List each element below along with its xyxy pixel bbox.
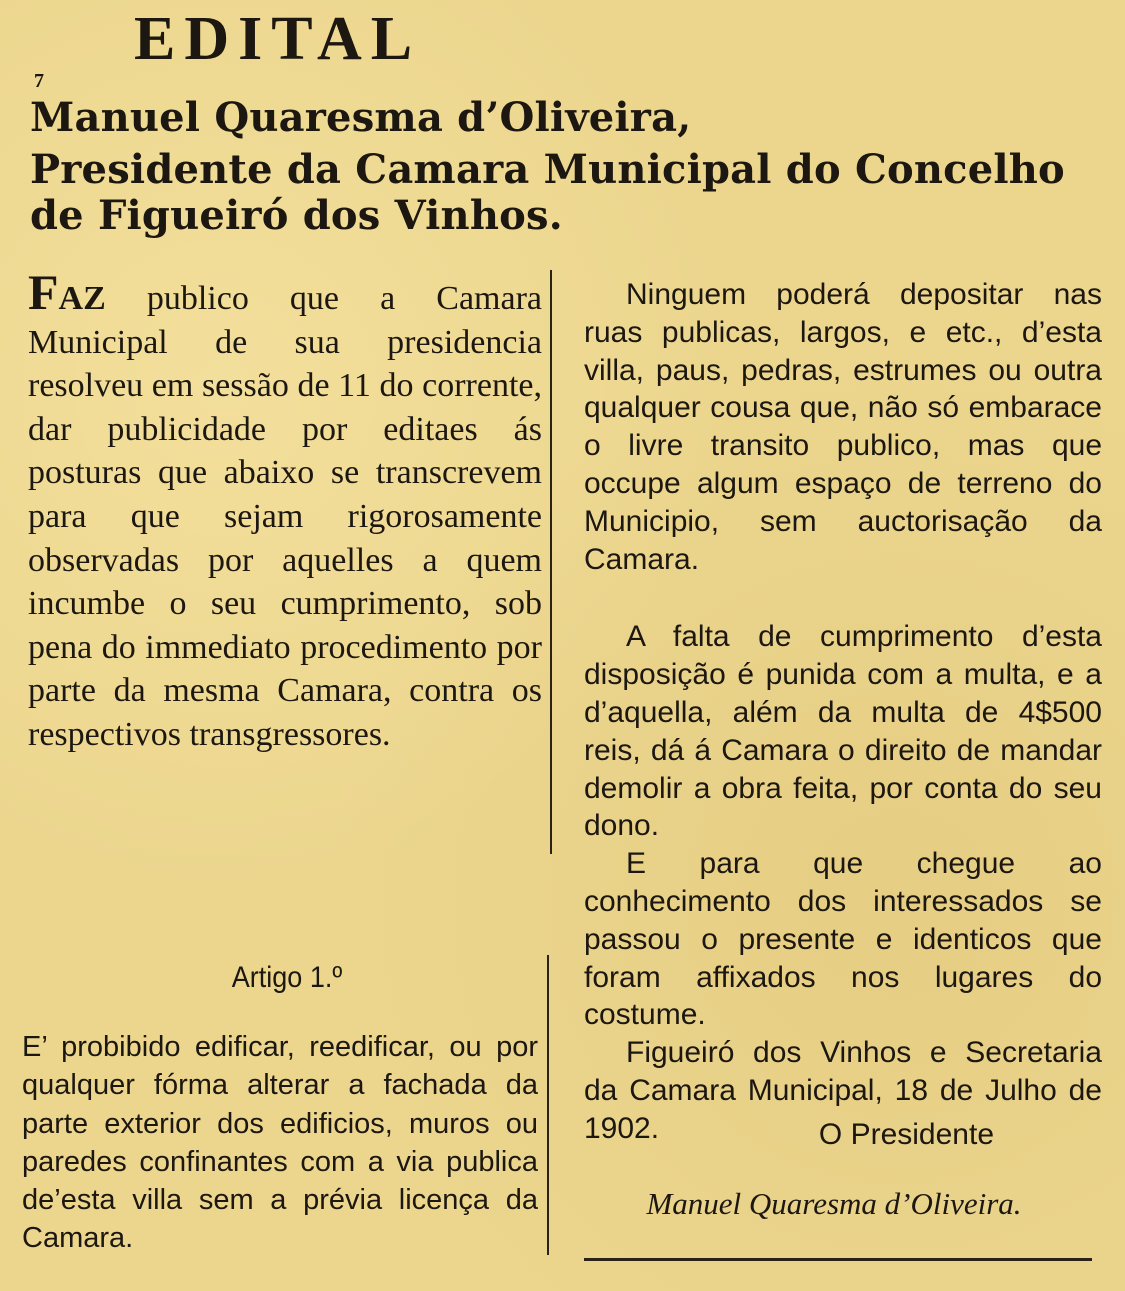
column-divider-top (550, 270, 552, 854)
paragraph-deposit: Ninguem poderá depositar nas ruas publicas, largos, e etc., d’esta villa, paus, pedras, estrumes ou outra qualquer cousa que, não só embarace o livre transito publico, mas que occupe algum espaço de terreno do Municipio, sem auctorisação da Camara. (584, 278, 1102, 576)
header-line-place: de Figueiró dos Vinhos. (30, 192, 563, 239)
column-divider-bottom (547, 955, 549, 1255)
intro-paragraph (28, 264, 542, 757)
drop-cap: F (28, 264, 59, 320)
edict-number: 7 (34, 70, 44, 92)
document-title: EDITAL (134, 5, 422, 73)
header-line-office: Presidente da Camara Municipal do Concelho (30, 146, 1065, 193)
signatory-role: O Presidente (818, 1118, 994, 1151)
article-text: E’ probibido edificar, reedificar, ou por qualquer fórma alterar a fachada da parte exterior dos edificios, muros ou paredes confinantes com a via publica de’esta villa sem a prévia licença da Camara. (22, 1031, 538, 1255)
header-line-name: Manuel Quaresma d’Oliveira, (30, 94, 692, 141)
paragraph-date: Figueiró dos Vinhos e Secretaria da Camara Municipal, 18 de Julho de 1902. (584, 1036, 1102, 1145)
intro-first-word: AZ (58, 280, 106, 317)
right-column (584, 276, 1102, 1148)
article-heading: Artigo 1.º (231, 961, 343, 994)
paragraph-gap (584, 578, 1102, 618)
signature: Manuel Quaresma d’Oliveira. (646, 1186, 1022, 1221)
intro-text: publico que a Camara Municipal de sua presidencia resolveu em sessão de 11 do corrente, dar publicidade por editaes ás posturas que abaixo se transcrevem para que sejam rigorosamente observadas por aquelles a quem incumbe o seu cumprimento, sob pena do immediato procedimento por parte da mesma Camara, contra os respectivos transgressores. (28, 280, 542, 753)
closing-rule (584, 1258, 1092, 1261)
paragraph-fine: A falta de cumprimento d’esta disposição é punida com a multa, e a d’aquella, além da multa de 4$500 reis, dá á Camara o direito de mandar demolir a obra feita, por conta do seu dono. (584, 620, 1102, 843)
paragraph-publication: E para que chegue ao conhecimento dos interessados se passou o presente e identicos que foram affixados nos lugares do costume. (584, 847, 1102, 1032)
